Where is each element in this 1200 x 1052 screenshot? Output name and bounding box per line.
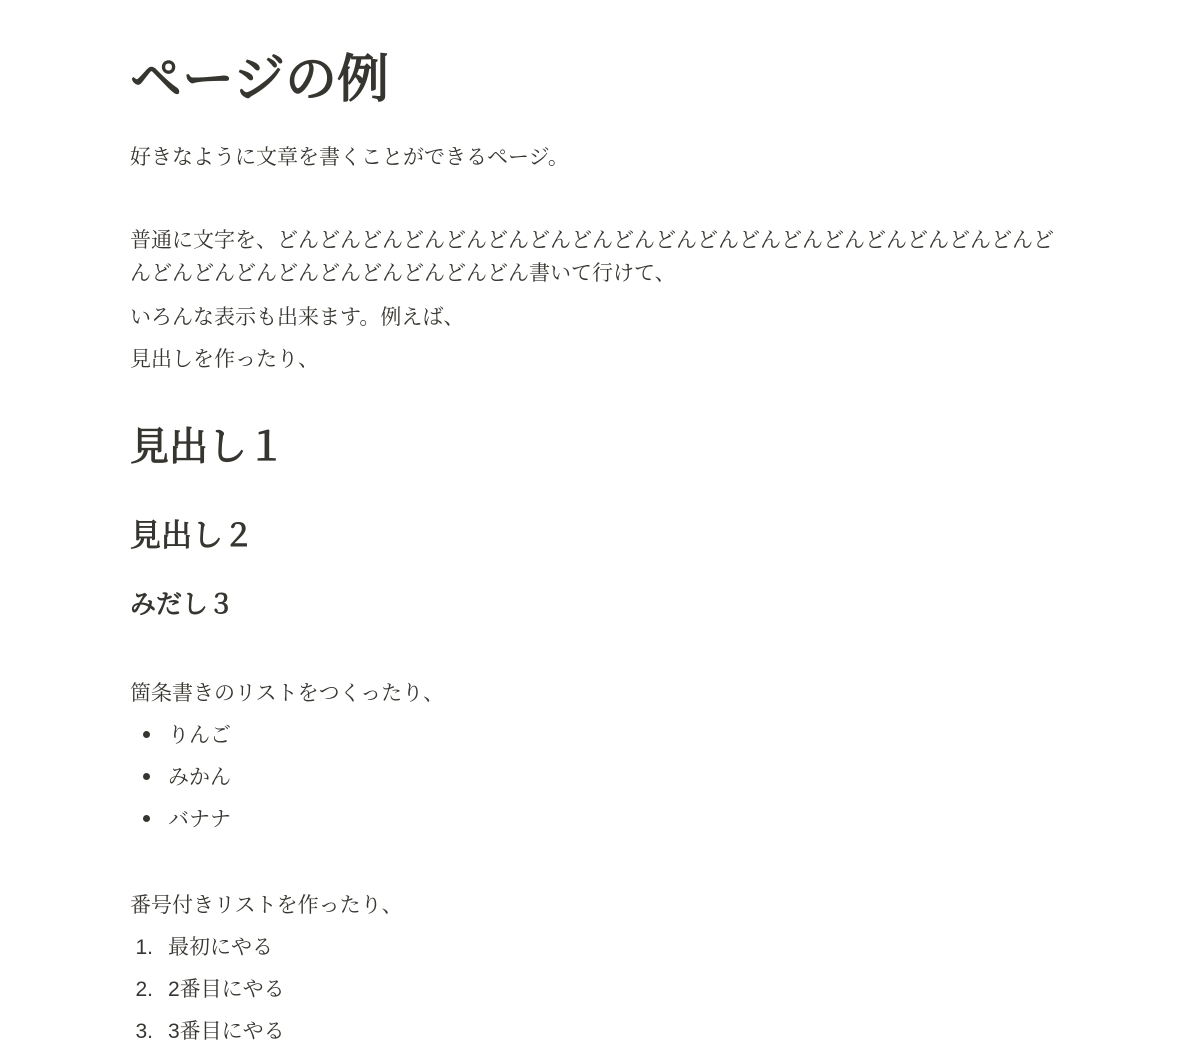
numbered-list-item[interactable]: [130, 1010, 1060, 1052]
bullet-item-label: みかん: [168, 765, 231, 789]
list-number: 1.: [135, 935, 153, 959]
headings-intro-paragraph[interactable]: 見出しを作ったり、: [130, 348, 319, 371]
heading-level-2[interactable]: 見出し２: [130, 518, 254, 553]
long-text-paragraph[interactable]: 普通に文字を、どんどんどんどんどんどんどんどんどんどんどんどんどんどんどんどんどんどんどんどんどんどんどんどんどんどんどんどん書いて行けて、: [130, 229, 1054, 285]
examples-paragraph[interactable]: いろんな表示も出来ます。例えば、: [130, 306, 465, 329]
bullet-icon: [143, 773, 150, 780]
bullet-icon: [143, 815, 150, 822]
list-number: 2.: [135, 977, 153, 1001]
numbered-list-item[interactable]: [130, 968, 1060, 1010]
numbered-item-label: 最初にやる: [168, 935, 273, 959]
numbered-list: [130, 926, 1060, 1052]
heading-level-1[interactable]: 見出し１: [130, 426, 287, 469]
subtitle-paragraph[interactable]: 好きなように文章を書くことができるページ。: [130, 146, 569, 169]
numbered-item-label: 2番目にやる: [168, 977, 285, 1001]
bullet-list-item[interactable]: [130, 756, 1060, 798]
bullet-list-item[interactable]: [130, 714, 1060, 756]
bullet-list: [130, 714, 1060, 840]
page-title[interactable]: ページの例: [130, 51, 389, 109]
numbered-list-intro-paragraph[interactable]: 番号付きリストを作ったり、: [130, 894, 403, 917]
bullet-list-intro-paragraph[interactable]: 箇条書きのリストをつくったり、: [130, 682, 445, 705]
bullet-item-label: バナナ: [168, 807, 231, 831]
numbered-list-item[interactable]: [130, 926, 1060, 968]
bullet-item-label: りんご: [168, 723, 231, 747]
bullet-icon: [143, 731, 150, 738]
heading-level-3[interactable]: みだし３: [130, 589, 235, 619]
bullet-list-item[interactable]: [130, 798, 1060, 840]
numbered-item-label: 3番目にやる: [168, 1019, 285, 1043]
list-number: 3.: [135, 1019, 153, 1043]
